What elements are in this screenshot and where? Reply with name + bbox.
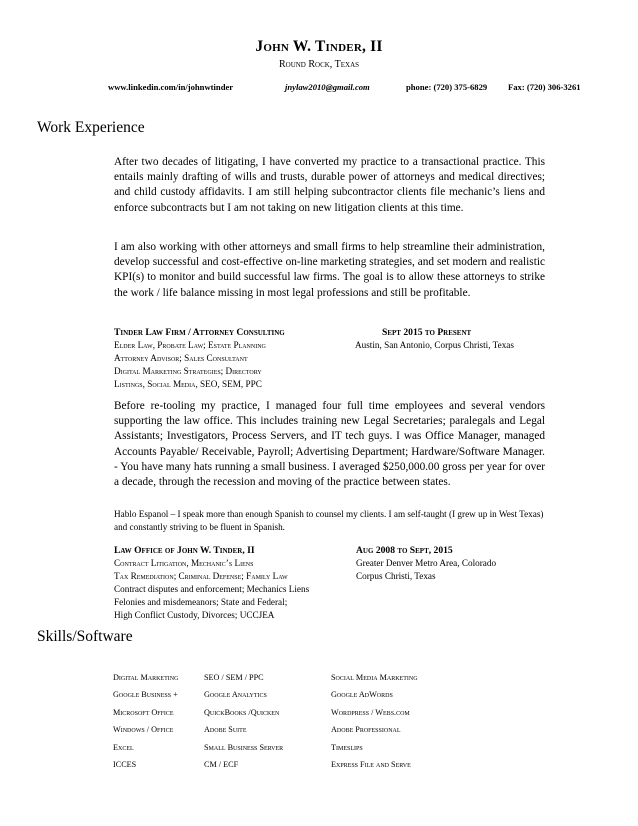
job-firm: Law Office of John W. Tinder, II: [114, 545, 255, 556]
job-duty: Listings, Social Media, SEO, SEM, PPC: [114, 379, 262, 389]
skill-item: SEO / SEM / PPC: [204, 673, 264, 682]
skills-row: [113, 743, 471, 760]
skill-item: Google Business +: [113, 690, 178, 700]
phone-number: phone: (720) 375-6829: [406, 82, 488, 92]
skills-heading: Skills/Software: [37, 628, 133, 645]
spanish-note: Hablo Espanol – I speak more than enough Spanish to counsel my clients. I am self-taught (I grew up in West Texas) and constantly striving to be fluent in Spanish.: [114, 509, 544, 532]
job-location: Corpus Christi, Texas: [356, 571, 436, 581]
job-location: Greater Denver Metro Area, Colorado: [356, 558, 497, 568]
job-duty: Elder Law, Probate Law; Estate Planning: [114, 340, 266, 350]
skill-item: Social Media Marketing: [331, 673, 418, 682]
skills-row: [113, 673, 471, 690]
job-dates: Aug 2008 to Sept, 2015: [356, 545, 453, 556]
job-firm: Tinder Law Firm / Attorney Consulting: [114, 327, 285, 338]
resume-header: [0, 38, 638, 70]
job-duty: High Conflict Custody, Divorces; UCCJEA: [114, 610, 275, 620]
skill-item: Microsoft Office: [113, 707, 174, 717]
job-duty: Felonies and misdemeanors; State and Federal;: [114, 597, 288, 607]
skill-item: Small Business Server: [204, 742, 284, 752]
skill-item: Express File and Serve: [331, 759, 411, 769]
job-duty: Attorney Advisor; Sales Consultant: [114, 353, 248, 363]
skill-item: Excel: [113, 742, 134, 752]
candidate-location: Round Rock, Texas: [278, 59, 360, 70]
skills-table: [113, 673, 471, 777]
skills-row: [113, 760, 471, 777]
work-paragraph-1: After two decades of litigating, I have converted my practice to a transactional practice. This entails mainly drafting of wills and trusts, durable power of attorneys and medical directives; and child custody affidavits. I am still helping subcontractor clients file mechanic’s liens and enforce subcontracts but I am not taking on new litigation clients at this time.: [114, 156, 545, 214]
work-paragraph-2: I am also working with other attorneys and small firms to help streamline their administration, develop successful and cost-effective on-line marketing strategies, and set modern and realistic KPI(s) to monitor and build successful law firms. The goal is to allow these attorneys to strike the work / life balance missing in most legal professions and still be profitable.: [114, 241, 545, 299]
job-location: Austin, San Antonio, Corpus Christi, Texas: [355, 340, 514, 350]
skill-item: Wordpress / Webs.com: [331, 707, 410, 717]
skill-item: QuickBooks /Quicken: [204, 707, 280, 717]
skill-item: Google AdWords: [331, 690, 393, 700]
work-experience-heading: Work Experience: [37, 119, 145, 136]
fax-number: Fax: (720) 306-3261: [508, 82, 581, 92]
skill-item: Adobe Professional: [331, 725, 401, 735]
skill-item: ICCES: [113, 759, 137, 769]
work-paragraph-3: Before re-tooling my practice, I managed four full time employees and several vendors supporting the law office. This includes training new Legal Secretaries; paralegals and Legal Assistants; Investigators, Process Servers, and IT tech guys. I was Office Manager, managed Accounts Payable/ Receivable, Payroll; Advertising Department; Hardware/Software Manager. - You have many hats running a small business. I averaged $250,000.00 gross per year for over a decade, through the recession and moving of the practice between states.: [114, 400, 545, 489]
skill-item: Google Analytics: [204, 690, 267, 700]
skill-item: Adobe Suite: [204, 725, 247, 735]
skill-item: CM / ECF: [204, 759, 239, 769]
job-duty: Contract disputes and enforcement; Mechanics Liens: [114, 584, 310, 594]
job-duty: Tax Remediation; Criminal Defense; Family Law: [114, 571, 288, 581]
skills-row: [113, 690, 471, 707]
job-dates: Sept 2015 to Present: [382, 327, 472, 338]
linkedin-link[interactable]: www.linkedin.com/in/johnwtinder: [108, 82, 234, 92]
email-link[interactable]: jnylaw2010@gmail.com: [285, 82, 370, 92]
job-duty: Contract Litigation, Mechanic’s Liens: [114, 558, 254, 568]
candidate-name: John W. Tinder, II: [255, 38, 383, 55]
skills-row: [113, 725, 471, 742]
skill-item: Timeslips: [331, 742, 363, 752]
job-duty: Digital Marketing Strategies; Directory: [114, 366, 262, 376]
skill-item: Digital Marketing: [113, 673, 179, 682]
skills-row: [113, 708, 471, 725]
skill-item: Windows / Office: [113, 725, 174, 735]
